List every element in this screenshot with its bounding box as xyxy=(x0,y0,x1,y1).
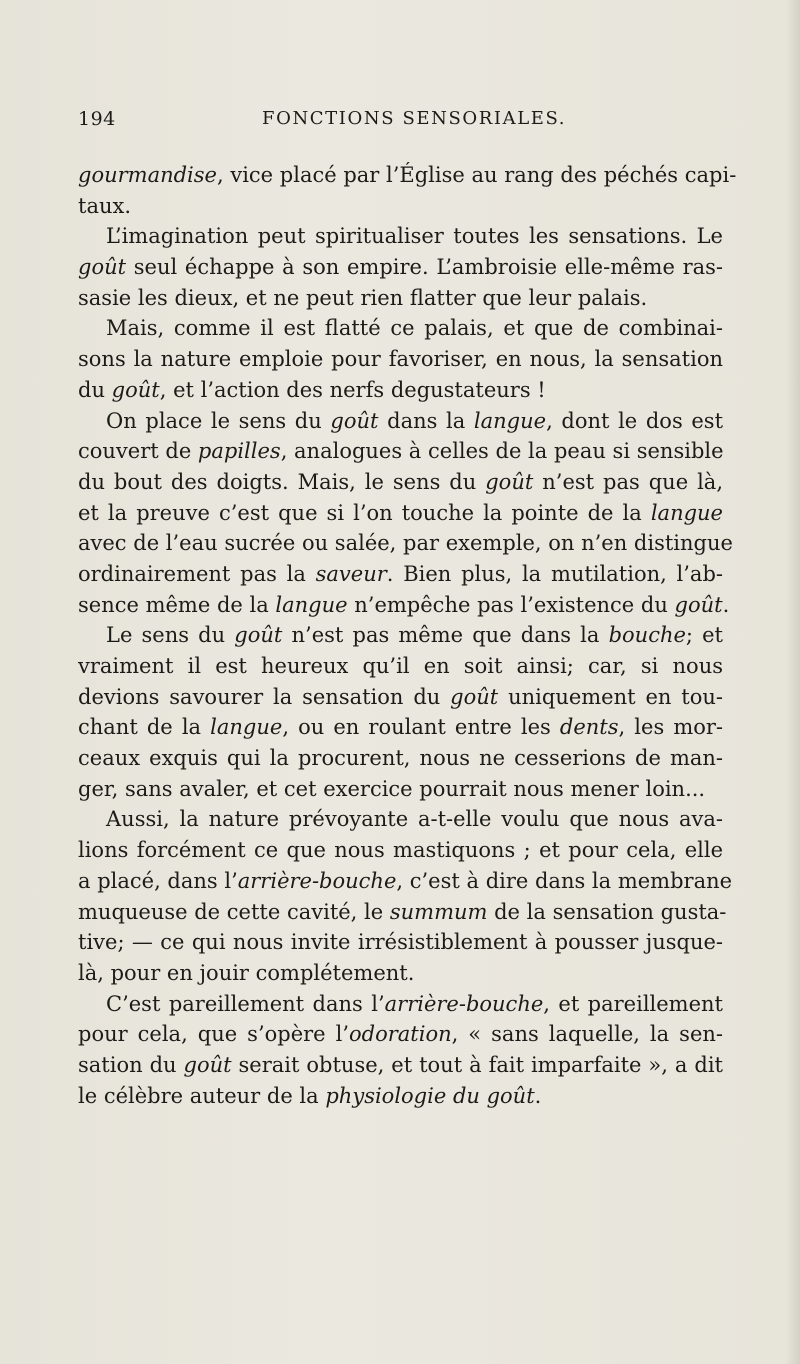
text-run: ger, sans avaler, et cet exercice pourrait nous mener loin... xyxy=(78,776,706,801)
italic-text: bouche xyxy=(608,623,686,648)
italic-text: goût xyxy=(78,255,127,280)
text-run: Mais, comme il est flatté ce palais, et que de combinai- xyxy=(106,316,723,341)
text-line xyxy=(78,436,723,467)
italic-text: arrière-bouche xyxy=(384,991,544,1016)
text-run: , vice placé par l’Église au rang des péchés capi- xyxy=(216,163,737,187)
text-run: tive; — ce qui nous invite irrésistiblement à pousser jusque- xyxy=(78,930,723,955)
italic-text: langue xyxy=(210,715,283,740)
text-line xyxy=(78,743,723,774)
text-run: C’est pareillement dans l’ xyxy=(106,991,385,1016)
text-line xyxy=(78,897,727,928)
italic-text: physiologie du goût xyxy=(325,1083,535,1108)
text-line xyxy=(78,774,723,805)
italic-text: langue xyxy=(473,408,547,433)
italic-text: goût xyxy=(234,623,283,648)
text-line xyxy=(78,651,723,682)
text-run: a placé, dans l’ xyxy=(78,868,238,893)
text-run: serait obtuse, et tout à fait imparfaite », a dit xyxy=(231,1052,723,1077)
text-run: . xyxy=(722,592,730,617)
text-run: n’est pas que là, xyxy=(533,469,723,494)
text-line xyxy=(78,958,723,989)
text-line xyxy=(78,559,723,590)
text-run: sence même de la xyxy=(78,592,276,617)
text-line xyxy=(78,221,723,252)
text-run: , « sans laquelle, la sen- xyxy=(451,1022,724,1047)
text-run: ; et xyxy=(685,623,723,648)
text-run: devions savourer la sensation du xyxy=(78,684,451,709)
text-line xyxy=(78,283,723,314)
text-run: taux. xyxy=(78,193,132,218)
italic-text: papilles xyxy=(197,439,281,464)
italic-text: dents xyxy=(559,715,619,740)
italic-text: arrière-bouche xyxy=(237,868,397,893)
text-line xyxy=(78,252,723,283)
text-run: de la sensation gusta- xyxy=(487,899,727,924)
text-run: sons la nature emploie pour favoriser, en nous, la sensation xyxy=(78,347,723,372)
text-line xyxy=(78,682,723,713)
text-line xyxy=(78,313,723,344)
text-line xyxy=(78,498,723,529)
text-line xyxy=(78,712,723,743)
italic-text: gourmandise xyxy=(78,163,217,187)
italic-text: goût xyxy=(111,377,160,402)
text-run: , et pareillement xyxy=(543,991,723,1016)
text-run: On place le sens du xyxy=(106,408,331,433)
text-run: pour cela, que s’opère l’ xyxy=(78,1022,349,1047)
text-run: n’est pas même que dans la xyxy=(282,623,609,648)
text-line xyxy=(78,344,723,375)
text-run: . xyxy=(534,1083,542,1108)
italic-text: goût xyxy=(450,684,499,709)
text-line xyxy=(78,528,733,559)
text-run: ceaux exquis qui la procurent, nous ne cesserions de man- xyxy=(78,746,723,771)
text-line xyxy=(78,1019,723,1050)
page-number: 194 xyxy=(78,108,116,130)
text-run: seul échappe à son empire. L’ambroisie elle-même ras- xyxy=(126,255,723,280)
text-run: ordinairement pas la xyxy=(78,561,316,586)
text-line xyxy=(78,406,723,437)
text-line xyxy=(78,804,723,835)
text-run: et la preuve c’est que si l’on touche la pointe de la xyxy=(78,500,651,525)
text-run: le célèbre auteur de la xyxy=(78,1083,326,1108)
italic-text: langue xyxy=(650,500,723,525)
italic-text: saveur xyxy=(315,561,387,586)
text-line xyxy=(78,191,723,222)
text-line xyxy=(78,989,723,1020)
text-run: , dont le dos est xyxy=(546,408,724,433)
page-header xyxy=(78,108,723,136)
italic-text: goût xyxy=(330,408,379,433)
text-line xyxy=(78,160,737,191)
text-line xyxy=(78,467,723,498)
text-run: , ou en roulant entre les xyxy=(282,715,560,740)
text-line xyxy=(78,590,730,621)
text-run: sation du xyxy=(78,1052,184,1077)
text-run: , les mor- xyxy=(618,715,724,740)
text-line xyxy=(78,375,723,406)
text-line xyxy=(78,866,733,897)
text-run: muqueuse de cette cavité, le xyxy=(78,899,390,924)
text-line xyxy=(78,927,723,958)
italic-text: odoration xyxy=(349,1022,452,1047)
text-run: n’empêche pas l’existence du xyxy=(347,592,675,617)
text-run: chant de la xyxy=(78,715,211,740)
text-run: . Bien plus, la mutilation, l’ab- xyxy=(386,561,723,586)
text-run: , analogues à celles de la peau si sensible xyxy=(280,439,724,464)
italic-text: langue xyxy=(275,592,348,617)
italic-text: goût xyxy=(183,1052,232,1077)
text-line xyxy=(78,620,723,651)
text-run: là, pour en jouir complétement. xyxy=(78,960,415,985)
body-text xyxy=(78,160,737,1111)
italic-text: goût xyxy=(485,469,534,494)
text-run: , et l’action des nerfs degustateurs ! xyxy=(159,377,546,402)
text-run: avec de l’eau sucrée ou salée, par exemple, on n’en distingue xyxy=(78,531,733,556)
text-run: lions forcément ce que nous mastiquons ; et pour cela, elle xyxy=(78,838,723,863)
text-run: dans la xyxy=(378,408,474,433)
text-run: L’imagination peut spiritualiser toutes les sensations. Le xyxy=(106,224,723,249)
running-head: FONCTIONS SENSORIALES. xyxy=(262,108,567,129)
text-run: couvert de xyxy=(78,439,198,464)
text-run: du bout des doigts. Mais, le sens du xyxy=(78,469,486,494)
italic-text: goût xyxy=(674,592,723,617)
page-edge-shadow xyxy=(786,0,800,1364)
text-run: du xyxy=(78,377,112,402)
text-run: sasie les dieux, et ne peut rien flatter que leur palais. xyxy=(78,285,648,310)
text-line xyxy=(78,1050,723,1081)
text-line xyxy=(78,1081,723,1112)
text-run: , c’est à dire dans la membrane xyxy=(396,868,733,893)
text-run: vraiment il est heureux qu’il en soit ainsi; car, si nous xyxy=(78,654,723,678)
text-run: Le sens du xyxy=(106,623,235,648)
text-run: uniquement en tou- xyxy=(498,684,723,709)
italic-text: summum xyxy=(389,899,488,924)
text-line xyxy=(78,835,723,866)
text-run: Aussi, la nature prévoyante a-t-elle voulu que nous ava- xyxy=(106,807,723,832)
